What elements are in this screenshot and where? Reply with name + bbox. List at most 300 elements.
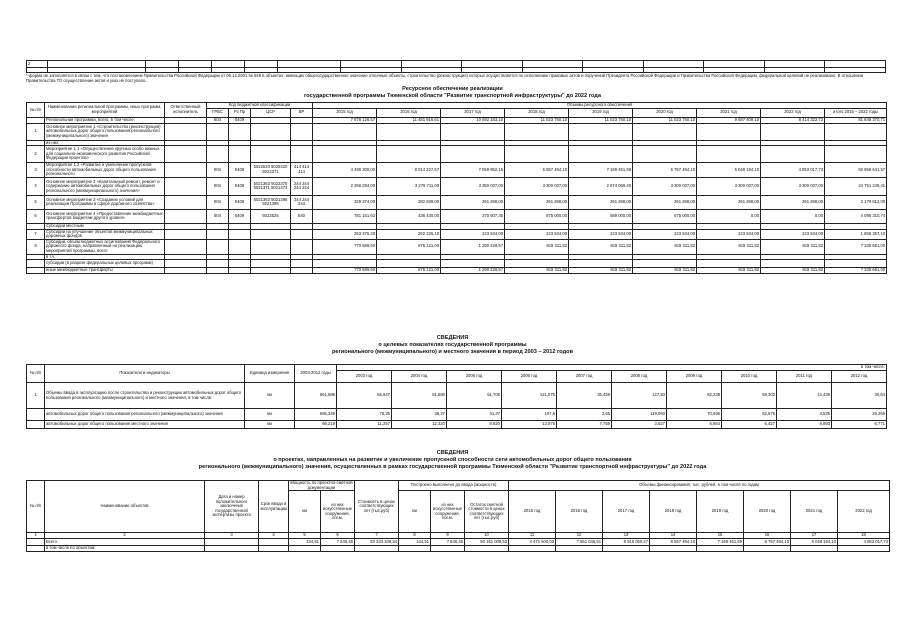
row-name: в т.ч.: bbox=[45, 254, 165, 260]
row-value: 50 958 641,57 bbox=[825, 163, 887, 178]
col-volumes: Объемы ресурсного обеспечения bbox=[313, 103, 887, 109]
projects-col-sq: из них искусственные сооружения, пог.м. bbox=[321, 491, 355, 533]
projects-col-done-km: км bbox=[399, 491, 431, 533]
projects-col-done-sq: из них искусственные сооружения, пог.м. bbox=[431, 491, 465, 533]
row-value bbox=[441, 146, 505, 163]
row-value bbox=[761, 260, 825, 268]
row-value: 11,257 bbox=[337, 421, 392, 429]
row-vr: 540 bbox=[291, 209, 313, 223]
projects-col-year: 2022 год bbox=[838, 491, 890, 533]
row-value bbox=[697, 123, 761, 140]
row-rzpr bbox=[229, 146, 251, 163]
row-term bbox=[259, 546, 289, 552]
row-value: 6,864 bbox=[667, 421, 722, 429]
row-value: 3 276 711,00 bbox=[377, 177, 441, 195]
row-value: 223 534,00 bbox=[697, 229, 761, 239]
top-cell-number: 2 bbox=[27, 61, 48, 68]
targets-col-year: 2012 год bbox=[832, 371, 887, 383]
row-value: 11 023 750,10 bbox=[633, 117, 697, 123]
row-value: 2 674 069,40 bbox=[569, 177, 633, 195]
row-value bbox=[569, 260, 633, 268]
projects-col-year: 2016 год bbox=[556, 491, 603, 533]
row-value: 1 290 228,57 bbox=[441, 268, 505, 274]
col-name: Наименование региональной программы, иных программ, мероприятий bbox=[45, 103, 165, 118]
col-year: 2022 год bbox=[761, 108, 825, 117]
targets-title-3: регионального (межмуниципального) и местного значения в период 2003 – 2012 годов bbox=[331, 349, 574, 355]
row-grbs bbox=[207, 239, 229, 254]
column-number: 3 bbox=[205, 533, 259, 539]
row-value bbox=[744, 546, 791, 552]
row-value: 329 374,00 bbox=[313, 195, 377, 209]
row-value bbox=[377, 260, 441, 268]
row-done-sq: 7 646,45 bbox=[431, 539, 465, 546]
row-value: 14,439 bbox=[777, 383, 832, 409]
row-value: 35,459 bbox=[557, 383, 612, 409]
row-value: 4 471 500,00 bbox=[509, 539, 556, 546]
row-executor bbox=[165, 260, 207, 268]
row-sq bbox=[321, 546, 355, 552]
row-name: иные межбюджетные трансферты bbox=[45, 268, 165, 274]
row-rzpr bbox=[229, 229, 251, 239]
row-value bbox=[697, 546, 744, 552]
row-unit: км bbox=[245, 409, 295, 421]
row-value: 6 557 494,10 bbox=[650, 539, 697, 546]
projects-col-year: 2015 год bbox=[509, 491, 556, 533]
row-value: 3 300 037,00 bbox=[505, 177, 569, 195]
row-value: 62,675 bbox=[722, 409, 777, 421]
row-value bbox=[633, 146, 697, 163]
row-rzpr: 0409 bbox=[229, 209, 251, 223]
row-rzpr: 0409 bbox=[229, 177, 251, 195]
row-value: 5 048 194,10 bbox=[697, 163, 761, 178]
row-value bbox=[377, 123, 441, 140]
row-value bbox=[633, 260, 697, 268]
row-name: Мероприятие 1.1 «Осуществление крупных особо важных для социально-экономического развития Российской Федерации проектов» bbox=[45, 146, 165, 163]
row-km: 134,51 bbox=[289, 539, 321, 546]
row-number: 8 bbox=[27, 239, 45, 254]
targets-col-name: Показатели и индикаторы bbox=[45, 365, 245, 383]
row-value bbox=[633, 123, 697, 140]
targets-col-year: 2011 год bbox=[777, 371, 832, 383]
row-value: 13,576 bbox=[502, 421, 557, 429]
row-value: 6 757 494,10 bbox=[633, 163, 697, 178]
row-value: 919 311,82 bbox=[569, 239, 633, 254]
row-value: 261 268,00 bbox=[633, 195, 697, 209]
row-value: 5 048 194,10 bbox=[791, 539, 838, 546]
projects-title-2: о проектах, направленных на развитие и увеличение пропускной способности сети автомобильных дорог общего пользования bbox=[273, 457, 632, 463]
row-value bbox=[313, 260, 377, 268]
targets-col-total: 2003-2012 годы bbox=[295, 365, 337, 383]
row-vr: 244 244 244 244 bbox=[291, 177, 313, 195]
row-value: 2,65 bbox=[557, 409, 612, 421]
row-value: 4 499 300,00 bbox=[313, 163, 377, 178]
row-value: 41,37 bbox=[447, 409, 502, 421]
row-value: 30,64 bbox=[832, 383, 887, 409]
row-name: Субсидии, объем бюджетных ассигнований Федерального дорожного фонда, направленный на реализацию мероприятий программы, всего bbox=[45, 239, 165, 254]
row-number: 1 bbox=[27, 383, 45, 409]
row-value: 6 916 050,27 bbox=[603, 539, 650, 546]
targets-col-unit: Единица измерения bbox=[245, 365, 295, 383]
col-executor: Ответственный исполнитель bbox=[165, 103, 207, 118]
row-csr: 5022525 bbox=[251, 209, 291, 223]
row-rzpr bbox=[229, 268, 251, 274]
projects-col-remain: Остаток сметной стоимости в ценах соответствующих лет (тыс.руб) bbox=[465, 491, 509, 533]
row-value bbox=[603, 546, 650, 552]
row-csr: 5021363 5021395 5021396 bbox=[251, 195, 291, 209]
col-year-total: итого 2015 – 2022 годы bbox=[825, 108, 887, 117]
row-value: 55,647 bbox=[337, 383, 392, 409]
column-number: 7 bbox=[355, 533, 399, 539]
table-row bbox=[27, 229, 887, 239]
projects-col-doc: Дата и номер положительного заключения государственной экспертизы проекта bbox=[205, 481, 259, 533]
column-number: 1 bbox=[27, 533, 45, 539]
row-value: 9,820 bbox=[447, 421, 502, 429]
row-value: 919 311,82 bbox=[761, 268, 825, 274]
row-unit: км bbox=[245, 383, 295, 409]
row-unit: км bbox=[245, 421, 295, 429]
row-number bbox=[27, 409, 45, 421]
row-value: 261 268,00 bbox=[441, 195, 505, 209]
projects-col-year: 2020 год bbox=[744, 491, 791, 533]
row-value bbox=[825, 123, 887, 140]
targets-col-incl: в том числе: bbox=[337, 365, 887, 371]
row-value: 51,706 bbox=[447, 383, 502, 409]
targets-title-1: СВЕДЕНИЯ bbox=[436, 335, 469, 341]
row-value: 4 853 017,73 bbox=[838, 539, 890, 546]
row-doc bbox=[205, 539, 259, 546]
row-name: Региональная программа, всего, в том числе: bbox=[45, 117, 165, 123]
row-total: 661,585 bbox=[295, 383, 337, 409]
row-value: 2 256 284,00 bbox=[313, 177, 377, 195]
col-year: 2020 год bbox=[633, 108, 697, 117]
row-value bbox=[838, 546, 890, 552]
row-value: 70,695 bbox=[667, 409, 722, 421]
row-number bbox=[27, 539, 45, 546]
table-row bbox=[27, 239, 887, 254]
row-value: 10 592 183,10 bbox=[441, 117, 505, 123]
row-csr bbox=[251, 229, 291, 239]
row-value bbox=[825, 146, 887, 163]
row-rzpr: 0409 bbox=[229, 163, 251, 178]
row-value: 436 430,00 bbox=[377, 209, 441, 223]
row-value bbox=[505, 123, 569, 140]
row-value bbox=[556, 546, 603, 552]
projects-col-km: км bbox=[289, 491, 321, 533]
row-vr bbox=[291, 260, 313, 268]
column-number: 9 bbox=[431, 533, 465, 539]
table-row bbox=[27, 260, 887, 268]
row-value: 7 169 451,69 bbox=[697, 539, 744, 546]
projects-title-3: регионального (межмуниципального) значения, осуществленных в рамках государственной программы Тюменской области "Развитие транспортной инфраструктуры" до 2022 года bbox=[198, 464, 707, 470]
row-value: 82,239 bbox=[667, 383, 722, 409]
row-value bbox=[791, 546, 838, 552]
row-executor bbox=[165, 146, 207, 163]
row-value: 7 335 661,00 bbox=[825, 239, 887, 254]
row-name: в том числе по объектам: bbox=[45, 546, 205, 552]
row-grbs bbox=[207, 146, 229, 163]
row-name: Основное мероприятие 3 «Создание условий для реализации Программы в сфере дорожного хозяйства» bbox=[45, 195, 165, 209]
projects-table bbox=[26, 480, 890, 552]
row-value: 11 481 916,61 bbox=[377, 117, 441, 123]
table-row bbox=[27, 163, 887, 178]
targets-table bbox=[26, 364, 887, 429]
row-executor bbox=[165, 163, 207, 178]
row-value: 8 414 322,73 bbox=[761, 117, 825, 123]
row-rzpr: 0409 bbox=[229, 195, 251, 209]
row-value: 261 268,00 bbox=[761, 195, 825, 209]
row-value: 261 268,00 bbox=[569, 195, 633, 209]
row-value: 919 311,82 bbox=[633, 268, 697, 274]
row-value: 6,771 bbox=[832, 421, 887, 429]
row-vr bbox=[291, 268, 313, 274]
projects-table-body bbox=[27, 539, 890, 552]
row-grbs: 604 bbox=[207, 117, 229, 123]
row-grbs: 604 bbox=[207, 209, 229, 223]
row-name: субсидии (в разрезе федеральных целевых программ) bbox=[45, 260, 165, 268]
table-row bbox=[27, 546, 890, 552]
column-number: 11 bbox=[509, 533, 556, 539]
row-value bbox=[505, 260, 569, 268]
row-value: 76,35 bbox=[337, 409, 392, 421]
row-number: 4 bbox=[27, 177, 45, 195]
projects-col-year: 2021 год bbox=[791, 491, 838, 533]
row-value: 263 376,20 bbox=[313, 229, 377, 239]
row-value: 223 534,00 bbox=[633, 229, 697, 239]
row-value: 0,00 bbox=[761, 209, 825, 223]
targets-col-year: 2008 год bbox=[612, 371, 667, 383]
column-number: 4 bbox=[259, 533, 289, 539]
row-value: 262 226,10 bbox=[377, 229, 441, 239]
resources-title-2: государственной программы Тюменской области "Развитие транспортной инфраструктуры" до 2022 года bbox=[304, 93, 601, 99]
row-total: 595,349 bbox=[295, 409, 337, 421]
targets-table-body bbox=[27, 383, 887, 429]
row-executor bbox=[165, 195, 207, 209]
row-value: 4,535 bbox=[777, 409, 832, 421]
row-value: 770 589,60 bbox=[313, 268, 377, 274]
targets-col-num: № п/п bbox=[27, 365, 45, 383]
projects-col-year: 2019 год bbox=[697, 491, 744, 533]
row-value: 81,680 bbox=[392, 383, 447, 409]
col-year: 2016 год bbox=[377, 108, 441, 117]
row-rzpr bbox=[229, 123, 251, 140]
row-executor bbox=[165, 268, 207, 274]
row-grbs: 604 bbox=[207, 163, 229, 178]
table-row bbox=[27, 146, 887, 163]
row-value: 7 169 451,69 bbox=[569, 163, 633, 178]
row-grbs bbox=[207, 123, 229, 140]
row-value bbox=[761, 146, 825, 163]
row-vr bbox=[291, 146, 313, 163]
row-value: 29,269 bbox=[832, 409, 887, 421]
row-csr bbox=[251, 239, 291, 254]
table-row bbox=[27, 383, 887, 409]
row-value bbox=[509, 546, 556, 552]
row-doc bbox=[205, 546, 259, 552]
row-vr bbox=[291, 229, 313, 239]
projects-col-financing: Объемы финансирования, тыс. рублей, в том числе по годам bbox=[509, 481, 890, 491]
projects-col-year: 2018 год bbox=[650, 491, 697, 533]
row-value bbox=[761, 123, 825, 140]
row-sq: 7 646,45 bbox=[321, 539, 355, 546]
row-number: 7 bbox=[27, 229, 45, 239]
row-csr bbox=[251, 146, 291, 163]
row-value: 0,00 bbox=[697, 209, 761, 223]
row-done-km bbox=[399, 546, 431, 552]
row-value bbox=[825, 260, 887, 268]
row-value: 875 000,00 bbox=[505, 209, 569, 223]
row-executor bbox=[165, 229, 207, 239]
row-value: 4 853 017,73 bbox=[761, 163, 825, 178]
row-value bbox=[505, 146, 569, 163]
col-year: 2015 год bbox=[313, 108, 377, 117]
resources-title-1: Ресурсное обеспечение реализации bbox=[402, 86, 503, 92]
row-name: Основное мероприятие 1 «Строительство (реконструкция) автомобильных дорог общего пользования регионального (межмуниципального) значения bbox=[45, 123, 165, 140]
row-name: автомобильных дорог общего пользования регионального (межмуниципального) значения bbox=[45, 409, 245, 421]
row-done-sq bbox=[431, 546, 465, 552]
row-value: 781 151,63 bbox=[313, 209, 377, 223]
projects-title-1: СВЕДЕНИЯ bbox=[436, 450, 469, 456]
table-row bbox=[27, 268, 887, 274]
table-row bbox=[27, 209, 887, 223]
row-value: 3 350 037,00 bbox=[441, 177, 505, 195]
row-value: 1 866 357,10 bbox=[825, 229, 887, 239]
row-value: 8 014 227,67 bbox=[377, 163, 441, 178]
col-grbs: ГРБС bbox=[207, 108, 229, 117]
row-value: 7 678 126,57 bbox=[313, 117, 377, 123]
row-value: 919 311,82 bbox=[505, 239, 569, 254]
table-row bbox=[27, 409, 887, 421]
row-value: 223 534,00 bbox=[761, 229, 825, 239]
row-value: 107,6 bbox=[502, 409, 557, 421]
row-done-km: 134,51 bbox=[399, 539, 431, 546]
row-name: Основное мероприятие 4 «Предоставление межбюджетных трансфертов бюджетам другого уровня» bbox=[45, 209, 165, 223]
table-row bbox=[27, 421, 887, 429]
footnote: *-форма не заполняется в связи с тем, что постановлением Правительства Российской Федерации от 05.12.2001 № 848 в объектах, имеющих общегосударственное значение отличные объекты, строительство (реконструкция) которых осуществляется по исполнению правовых актов и поручений Президента Российской Федерации и Правительства Российской Федерации, федеральной целевой не реализовано. В отношении Правительства ТО осуществление актов и указ не поступало. bbox=[26, 73, 864, 83]
row-vr: 414 414 414 bbox=[291, 163, 313, 178]
row-value: 24 751 249,41 bbox=[825, 177, 887, 195]
row-value: 2 179 812,00 bbox=[825, 195, 887, 209]
row-value bbox=[569, 123, 633, 140]
row-name: Всего bbox=[45, 539, 205, 546]
col-num: № п/п bbox=[27, 103, 45, 118]
row-value: 919 311,82 bbox=[697, 268, 761, 274]
resources-table-body bbox=[27, 117, 887, 273]
row-value: 7 335 661,00 bbox=[825, 268, 887, 274]
column-number: 16 bbox=[744, 533, 791, 539]
row-name: Cубсидии местным bbox=[45, 223, 165, 229]
row-value: 370 507,35 bbox=[441, 209, 505, 223]
row-value bbox=[697, 260, 761, 268]
row-value: 919 311,82 bbox=[761, 239, 825, 254]
projects-col-term: Срок ввода в эксплуатацию bbox=[259, 481, 289, 533]
col-year: 2019 год bbox=[569, 108, 633, 117]
row-grbs: 604 bbox=[207, 177, 229, 195]
col-year: 2018 год bbox=[505, 108, 569, 117]
row-rzpr bbox=[229, 239, 251, 254]
table-row bbox=[27, 177, 887, 195]
row-name: Мероприятие 1.2 «Развитие и увеличение пропускной способности автомобильных дорог общего пользования регионального bbox=[45, 163, 165, 178]
top-continuation-table bbox=[26, 60, 886, 73]
projects-col-capacity: Мощность по проектно-сметной документации bbox=[290, 480, 353, 490]
row-number bbox=[27, 268, 45, 274]
column-number: 14 bbox=[650, 533, 697, 539]
row-value: 4 095 310,74 bbox=[825, 209, 887, 223]
row-rzpr bbox=[229, 260, 251, 268]
row-remain bbox=[465, 546, 509, 552]
row-name: Субсидии на улучшение объектов межмуниципальных дорожных фондов bbox=[45, 229, 165, 239]
row-executor bbox=[165, 123, 207, 140]
row-vr bbox=[291, 123, 313, 140]
row-term bbox=[259, 539, 289, 546]
row-csr: 5022520 5025420 5022371 bbox=[251, 163, 291, 178]
column-number: 8 bbox=[399, 533, 431, 539]
row-vr: 244 244 244 bbox=[291, 195, 313, 209]
row-number: 6 bbox=[27, 209, 45, 223]
row-value bbox=[313, 146, 377, 163]
row-value: 9,893 bbox=[777, 421, 832, 429]
row-value: 223 534,00 bbox=[441, 229, 505, 239]
row-value: 7 651 046,51 bbox=[556, 539, 603, 546]
row-value: 223 534,00 bbox=[505, 229, 569, 239]
row-executor bbox=[165, 239, 207, 254]
row-csr bbox=[251, 268, 291, 274]
col-csr: ЦСР bbox=[251, 108, 291, 117]
col-year: 2017 год bbox=[441, 108, 505, 117]
row-number bbox=[27, 260, 45, 268]
row-value: 876 121,00 bbox=[377, 268, 441, 274]
row-value: 261 268,00 bbox=[505, 195, 569, 209]
col-vr: ВР bbox=[291, 108, 313, 117]
row-value: 81 845 370,71 bbox=[825, 117, 887, 123]
row-value: 1 290 228,57 bbox=[441, 239, 505, 254]
targets-title-2: о целевых показателях государственной программы bbox=[378, 342, 527, 348]
col-rzpr: Рз Пр bbox=[229, 108, 251, 117]
row-value bbox=[441, 123, 505, 140]
row-value: 11 023 750,10 bbox=[569, 117, 633, 123]
row-value: 3,627 bbox=[612, 421, 667, 429]
row-csr bbox=[251, 260, 291, 268]
row-number: 2 bbox=[27, 146, 45, 163]
row-rzpr: 0409 bbox=[229, 117, 251, 123]
row-grbs bbox=[207, 229, 229, 239]
row-value: 6,427 bbox=[722, 421, 777, 429]
row-grbs bbox=[207, 268, 229, 274]
row-cost: 83 333 349,34 bbox=[355, 539, 399, 546]
row-value bbox=[441, 260, 505, 268]
row-value: 69,302 bbox=[722, 383, 777, 409]
row-km bbox=[289, 546, 321, 552]
row-value: 3 300 037,00 bbox=[761, 177, 825, 195]
column-number: 6 bbox=[321, 533, 355, 539]
row-vr bbox=[291, 239, 313, 254]
column-number: 18 bbox=[838, 533, 890, 539]
column-number: 17 bbox=[791, 533, 838, 539]
row-grbs: 604 bbox=[207, 195, 229, 209]
targets-col-year: 2005 год bbox=[447, 371, 502, 383]
row-name: автомобильных дорог общего пользования местного значения bbox=[45, 421, 245, 429]
row-value: 770 589,60 bbox=[313, 239, 377, 254]
row-number: 5 bbox=[27, 195, 45, 209]
row-value: 675 000,00 bbox=[633, 209, 697, 223]
row-value: 6 757 494,10 bbox=[744, 539, 791, 546]
row-value: 7,759 bbox=[557, 421, 612, 429]
row-executor bbox=[165, 209, 207, 223]
row-value: 223 534,00 bbox=[569, 229, 633, 239]
row-value bbox=[650, 546, 697, 552]
resources-table bbox=[26, 102, 887, 274]
row-name: Объемы ввода в эксплуатацию после строительства и реконструкции автомобильных дорог общего пользования регионального (межмуниципального) и местного значения, в том числе: bbox=[45, 383, 245, 409]
row-value: 876 121,00 bbox=[377, 239, 441, 254]
